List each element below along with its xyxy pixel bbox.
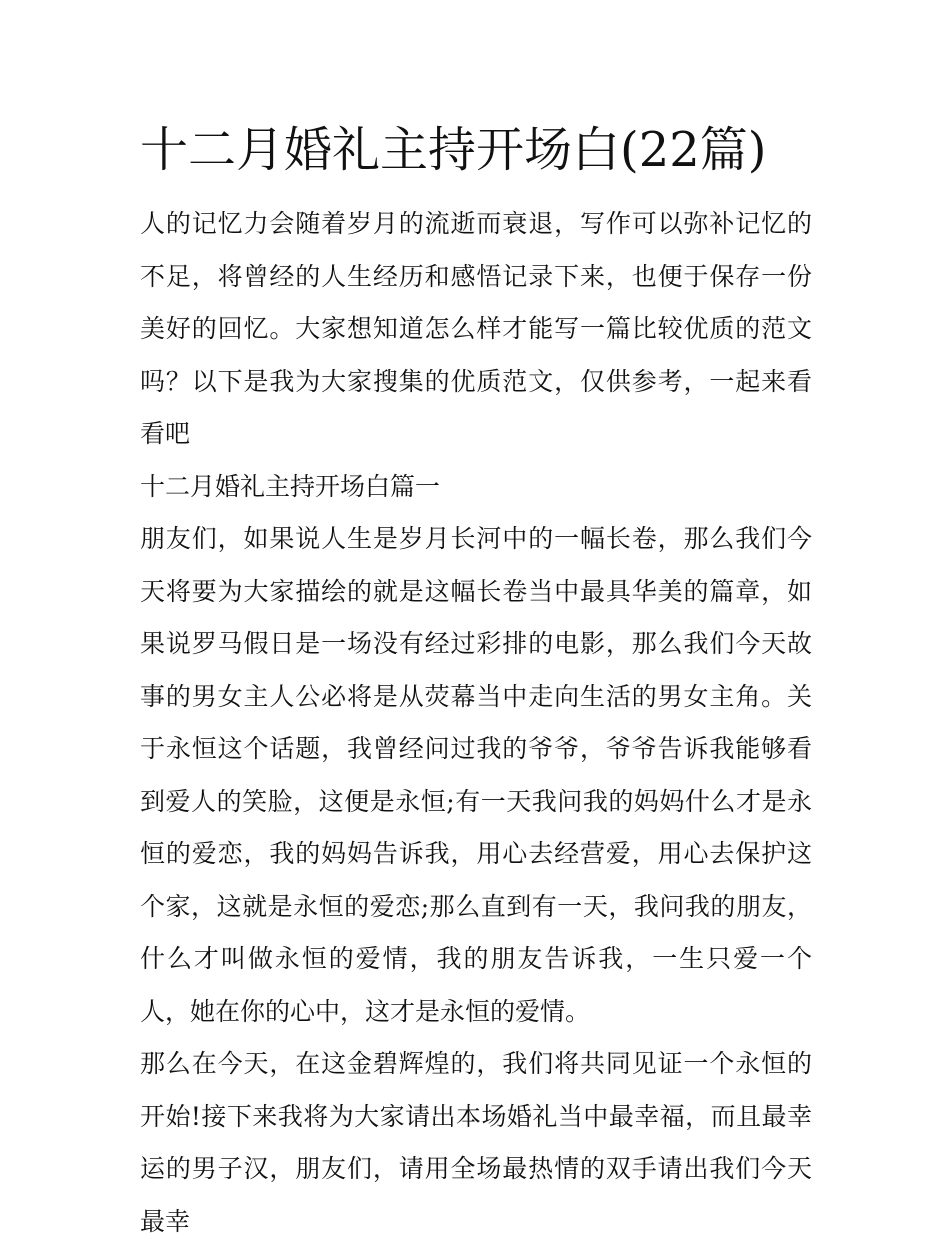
intro-paragraph: 人的记忆力会随着岁月的流逝而衰退，写作可以弥补记忆的不足，将曾经的人生经历和感悟记录下来，也便于保存一份美好的回忆。大家想知道怎么样才能写一篇比较优质的范文吗？以下是我为大家搜集的优质范文，仅供参考，一起来看看吧 bbox=[140, 209, 812, 448]
body-paragraph-1: 朋友们，如果说人生是岁月长河中的一幅长卷，那么我们今天将要为大家描绘的就是这幅长卷当中最具华美的篇章，如果说罗马假日是一场没有经过彩排的电影，那么我们今天故事的男女主人公必将是从荧幕当中走向生活的男女主角。关于永恒这个话题，我曾经问过我的爷爷，爷爷告诉我能够看到爱人的笑脸，这便是永恒;有一天我问我的妈妈什么才是永恒的爱恋，我的妈妈告诉我，用心去经营爱，用心去保护这个家，这就是永恒的爱恋;那么直到有一天，我问我的朋友，什么才叫做永恒的爱情，我的朋友告诉我，一生只爱一个人，她在你的心中，这才是永恒的爱情。 bbox=[140, 524, 812, 1026]
body-paragraph-2: 那么在今天，在这金碧辉煌的，我们将共同见证一个永恒的开始!接下来我将为大家请出本场婚礼当中最幸福，而且最幸运的男子汉，朋友们，请用全场最热情的双手请出我们今天最幸 bbox=[140, 1049, 812, 1236]
section-heading: 十二月婚礼主持开场白篇一 bbox=[140, 471, 441, 501]
document-content bbox=[140, 118, 812, 1248]
document-title: 十二月婚礼主持开场白(22篇) bbox=[140, 122, 767, 178]
